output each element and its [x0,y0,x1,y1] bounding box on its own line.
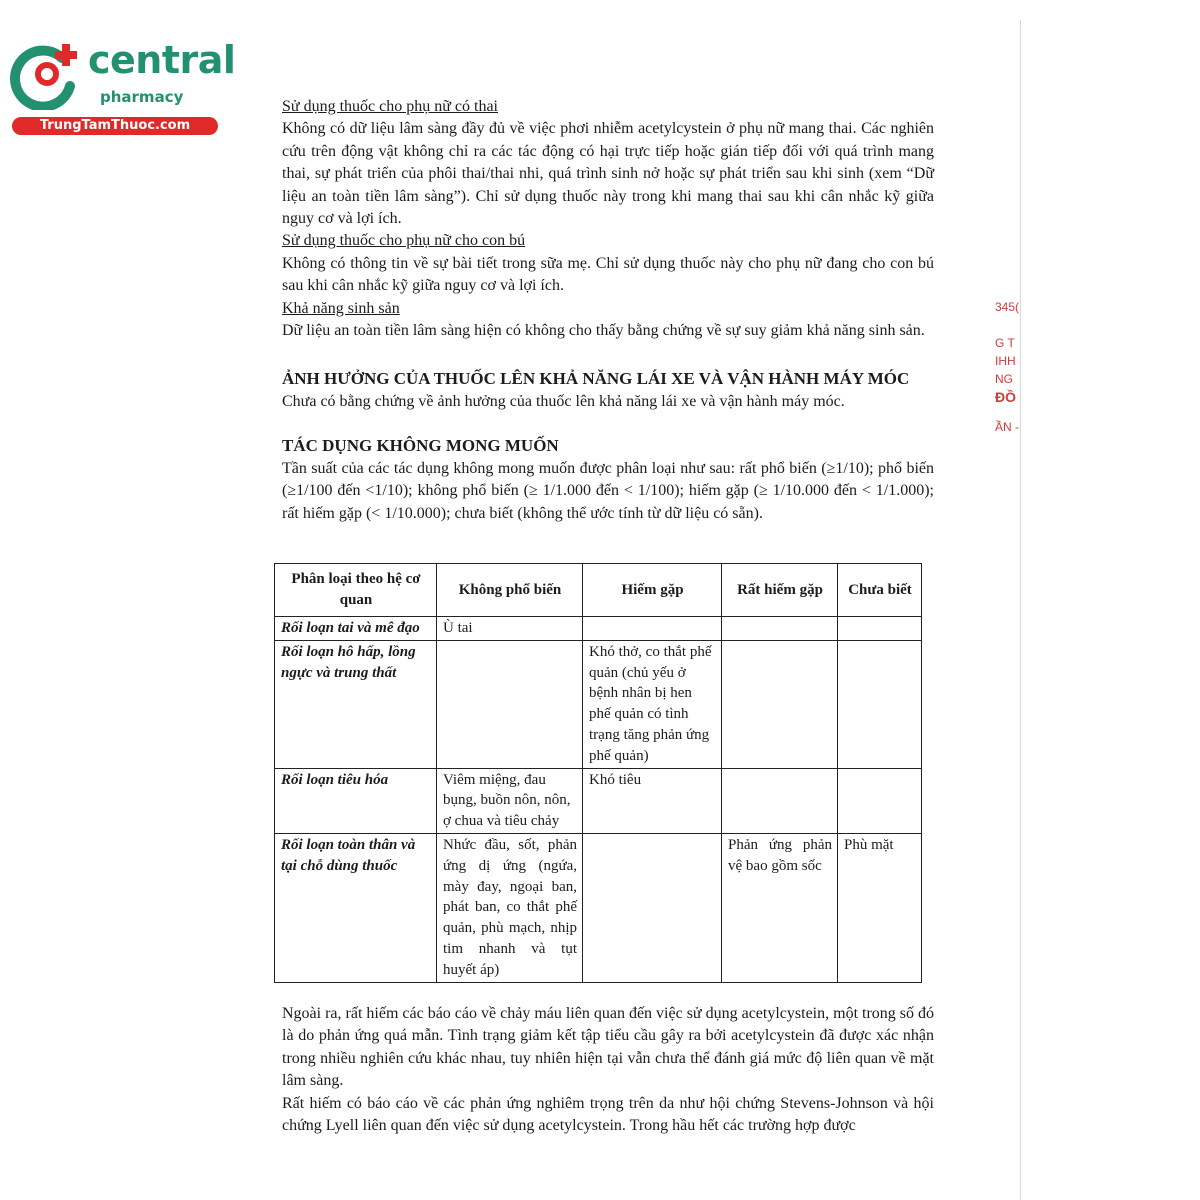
pregnancy-subtitle: Sử dụng thuốc cho phụ nữ có thai [282,98,498,115]
table-cell: Ù tai [437,617,583,641]
skin-reaction-paragraph: Rất hiếm có báo cáo về các phản ứng nghiêm trọng trên da như hội chứng Stevens-Johnson và hội chứng Lyell liên quan đến việc sử dụng acetylcystein. Trong hầu hết các trường hợp được [282,1094,934,1135]
logo-brand: central [88,38,236,82]
stamp-line: ẦN - [995,420,1019,434]
stamp-line: 345( [995,300,1020,314]
table-header: Chưa biết [838,564,922,617]
table-cell [722,640,838,768]
breastfeeding-subtitle: Sử dụng thuốc cho phụ nữ cho con bú [282,232,526,250]
stamp-line: NG [995,372,1013,386]
table-cell [838,768,922,833]
table-cell: Nhức đầu, sốt, phản ứng dị ứng (ngứa, mày đay, ngoại ban, phát ban, co thắt phế quản, phù mạch, nhịp tim nhanh và tụt huyết áp) [437,833,583,982]
table-cell [838,617,922,641]
pharmacy-cross-icon [10,38,82,110]
bleeding-paragraph: Ngoài ra, rất hiếm các báo cáo về chảy máu liên quan đến việc sử dụng acetylcystein, một trong số đó là do phản ứng quá mẫn. Tình trạng giảm kết tập tiểu cầu gây ra bởi acetylcystein đã được xác nhận trong nhiều nghiên cứu khác nhau, tuy nhiên hiện tại vẫn chưa thể đánh giá mức độ liên quan về mặt lâm sàng. [282,1005,935,1090]
table-row [275,617,922,641]
table-header-row [275,564,922,617]
table-header: Phân loại theo hệ cơ quan [275,564,437,617]
table-row [275,768,922,833]
table-row [275,640,922,768]
stamp-line: IHH [995,354,1016,368]
table-cell: Khó tiêu [583,768,722,833]
table-cell [722,617,838,641]
stamp-line: ĐỒ [995,389,1016,405]
table-cell: Rối loạn toàn thân và tại chỗ dùng thuốc [275,833,437,982]
logo-tagline: pharmacy [100,88,184,106]
table-cell: Rối loạn hô hấp, lồng ngực và trung thất [275,640,437,768]
pregnancy-paragraph: Không có dữ liệu lâm sàng đầy đủ về việc phơi nhiễm acetylcystein ở phụ nữ mang thai. Các nghiên cứu trên động vật không chỉ ra các tác động có hại trực tiếp hoặc gián tiếp đối với quá trình mang thai, sự phát triển của phôi thai/thai nhi, quá trình sinh nở hoặc sự phát triển sau khi sinh (xem “Dữ liệu an toàn tiền lâm sàng”). Chỉ sử dụng thuốc này trong khi mang thai sau khi cân nhắc kỹ giữa nguy cơ và lợi ích. [282,120,934,228]
table-cell: Rối loạn tai và mê đạo [275,617,437,641]
document-body [282,96,934,525]
table-cell [583,833,722,982]
table-header: Không phổ biến [437,564,583,617]
table-cell [437,640,583,768]
adverse-heading: TÁC DỤNG KHÔNG MONG MUỐN [282,436,559,456]
fertility-paragraph: Dữ liệu an toàn tiền lâm sàng hiện có không cho thấy bằng chứng về sự suy giảm khả năng sinh sản. [282,322,925,340]
adverse-paragraph: Tần suất của các tác dụng không mong muốn được phân loại như sau: rất phổ biến (≥1/10); phổ biến (≥1/100 đến <1/10); không phổ biến (≥ 1/1.000 đến < 1/100); hiếm gặp (≥ 1/10.000 đến < 1/1.000); rất hiếm gặp (< 1/10.000); chưa biết (không thể ước tính từ dữ liệu có sẵn). [282,459,934,522]
table-cell [838,640,922,768]
adverse-effects-table [274,563,921,983]
table-cell: Rối loạn tiêu hóa [275,768,437,833]
page-edge [1020,20,1021,1200]
table-cell: Phù mặt [838,833,922,982]
stamp-line: G T [995,336,1015,350]
fertility-subtitle: Khả năng sinh sản [282,299,400,317]
table-cell [722,768,838,833]
table-cell [583,617,722,641]
red-stamp-fragment [995,298,1025,458]
table-row [275,833,922,982]
table-header: Hiếm gặp [583,564,722,617]
table-cell: Khó thở, co thắt phế quản (chủ yếu ở bệnh nhân bị hen phế quản có tình trạng tăng phản ứng phế quản) [583,640,722,768]
driving-heading: ẢNH HƯỞNG CỦA THUỐC LÊN KHẢ NĂNG LÁI XE VÀ VẬN HÀNH MÁY MÓC [282,369,910,389]
central-pharmacy-logo [10,38,236,138]
breastfeeding-paragraph: Không có thông tin về sự bài tiết trong sữa mẹ. Chỉ sử dụng thuốc này cho phụ nữ đang cho con bú sau khi cân nhắc kỹ giữa nguy cơ và lợi ích. [282,254,934,295]
driving-paragraph: Chưa có bằng chứng về ảnh hưởng của thuốc lên khả năng lái xe và vận hành máy móc. [282,392,845,410]
table-cell: Phản ứng phản vệ bao gồm sốc [722,833,838,982]
table-cell: Viêm miệng, đau bụng, buồn nôn, nôn, ợ chua và tiêu chảy [437,768,583,833]
table-header: Rất hiếm gặp [722,564,838,617]
logo-website: TrungTamThuoc.com [12,117,218,135]
after-table-text [282,1003,934,1137]
